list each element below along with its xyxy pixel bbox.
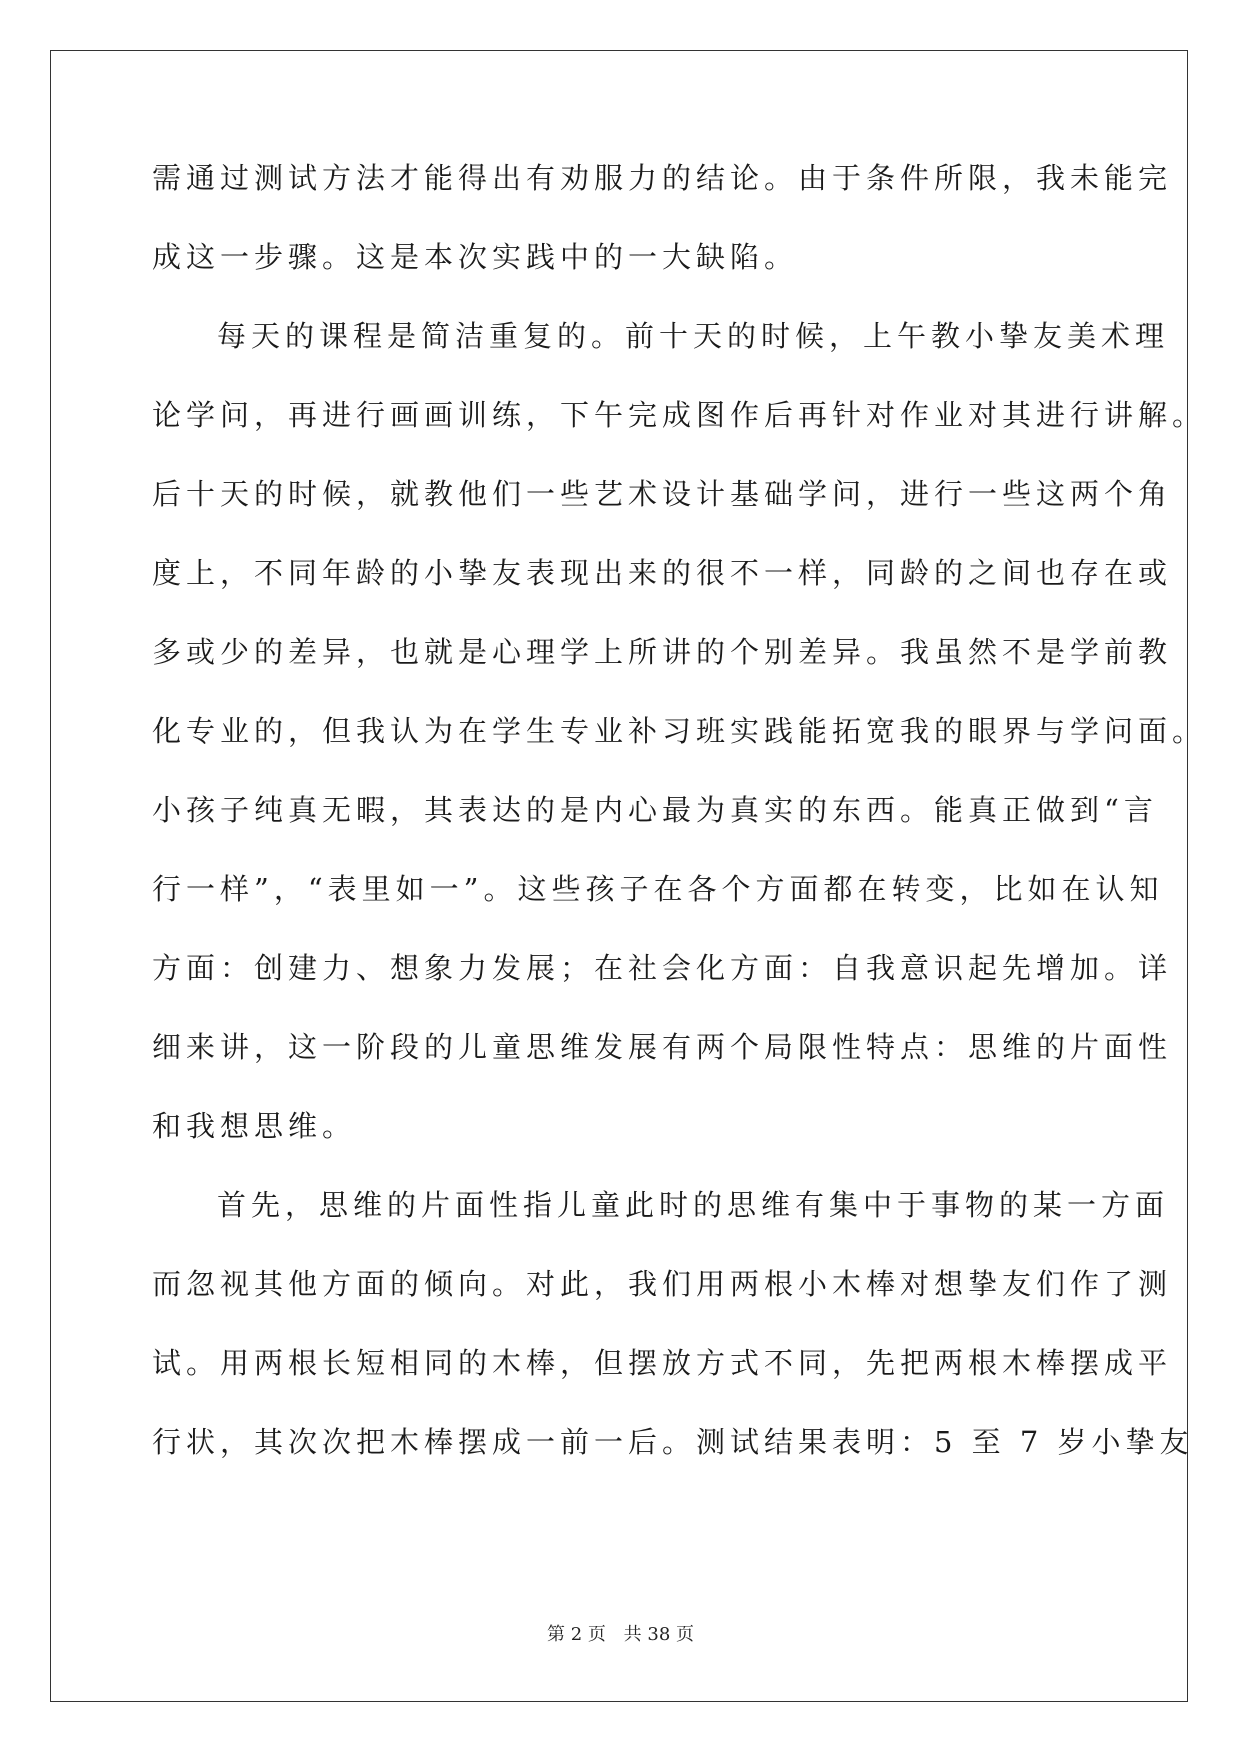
text-line: 行一样”，“表里如一”。这些孩子在各个方面都在转变，比如在认知 [152, 872, 1164, 906]
text-line: 后十天的时候，就教他们一些艺术设计基础学问，进行一些这两个角 [152, 477, 1173, 511]
text-line: 细来讲，这一阶段的儿童思维发展有两个局限性特点：思维的片面性 [152, 1030, 1173, 1064]
page-number: 第 2 页 [547, 1624, 606, 1645]
text-line: 需通过测试方法才能得出有劝服力的结论。由于条件所限，我未能完 [152, 161, 1173, 195]
text-line: 小孩子纯真无暇，其表达的是内心最为真实的东西。能真正做到“言 [152, 793, 1158, 827]
text-line: 度上，不同年龄的小挚友表现出来的很不一样，同龄的之间也存在或 [152, 556, 1173, 590]
text-line: 多或少的差异，也就是心理学上所讲的个别差异。我虽然不是学前教 [152, 635, 1173, 669]
text-line: 和我想思维。 [152, 1109, 357, 1143]
text-line: 方面：创建力、想象力发展；在社会化方面：自我意识起先增加。详 [152, 951, 1173, 985]
body-text [152, 160, 1207, 1503]
text-line: 每天的课程是简洁重复的。前十天的时候，上午教小挚友美术理 [217, 319, 1170, 353]
text-line: 化专业的，但我认为在学生专业补习班实践能拓宽我的眼界与学问面。 [152, 714, 1207, 748]
text-line: 首先，思维的片面性指儿童此时的思维有集中于事物的某一方面 [217, 1188, 1170, 1222]
text-line: 成这一步骤。这是本次实践中的一大缺陷。 [152, 240, 799, 274]
page-total: 共 38 页 [623, 1624, 694, 1645]
text-line: 而忽视其他方面的倾向。对此，我们用两根小木棒对想挚友们作了测 [152, 1267, 1173, 1301]
text-line: 论学问，再进行画画训练，下午完成图作后再针对作业对其进行讲解。 [152, 398, 1207, 432]
text-line: 行状，其次次把木棒摆成一前一后。测试结果表明：5 至 7 岁小挚友 [152, 1425, 1194, 1459]
text-line: 试。用两根长短相同的木棒，但摆放方式不同，先把两根木棒摆成平 [152, 1346, 1173, 1380]
page-footer [0, 1620, 1241, 1646]
